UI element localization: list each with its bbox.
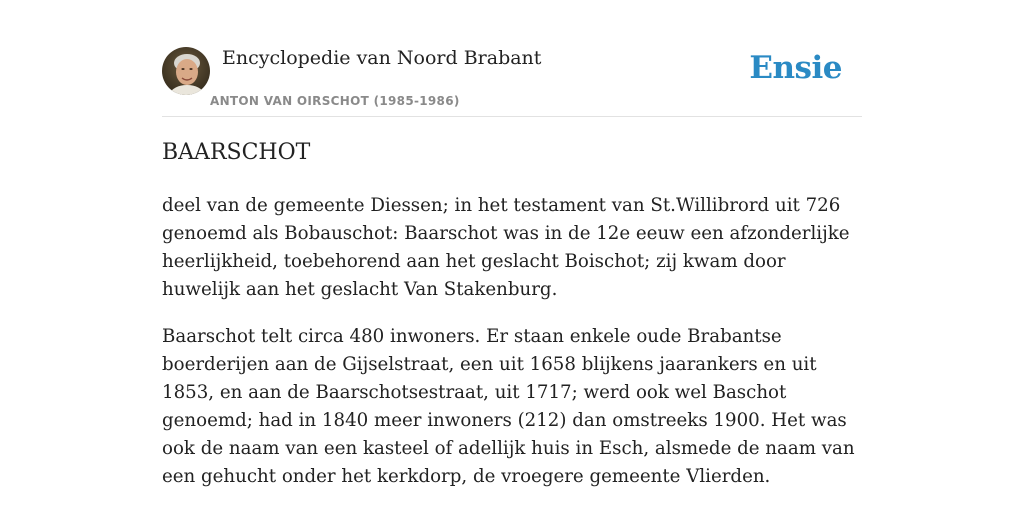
site-title[interactable]: Encyclopedie van Noord Brabant	[222, 47, 542, 69]
article-paragraph: Baarschot telt circa 480 inwoners. Er staan enkele oude Brabantse boerderijen aan de Gijselstraat, een uit 1658 blijkens jaarankers en uit 1853, en aan de Baarschotsestraat, uit 1717; werd ook wel Baschot genoemd; had in 1840 meer inwoners (212) dan omstreeks 1900. Het was ook de naam van een kasteel of adellijk huis in Esch, alsmede de naam van een gehucht onder het kerkdorp, de vroegere gemeente Vlierden.	[162, 326, 855, 487]
article-paragraph: deel van de gemeente Diessen; in het testament van St.Willibrord uit 726 genoemd als Bobauschot: Baarschot was in de 12e eeuw een afzonderlijke heerlijkheid, toebehorend aan het geslacht Boischot; zij kwam door huwelijk aan het geslacht Van Stakenburg.	[162, 195, 850, 300]
author-avatar[interactable]	[162, 47, 210, 95]
avatar-portrait-image	[162, 47, 210, 95]
header	[162, 0, 862, 117]
author-name[interactable]: ANTON VAN OIRSCHOT (1985-1986)	[210, 94, 460, 108]
page-container	[162, 0, 862, 487]
brand-logo[interactable]: Ensie	[749, 50, 842, 86]
article-title: BAARSCHOT	[162, 140, 311, 165]
